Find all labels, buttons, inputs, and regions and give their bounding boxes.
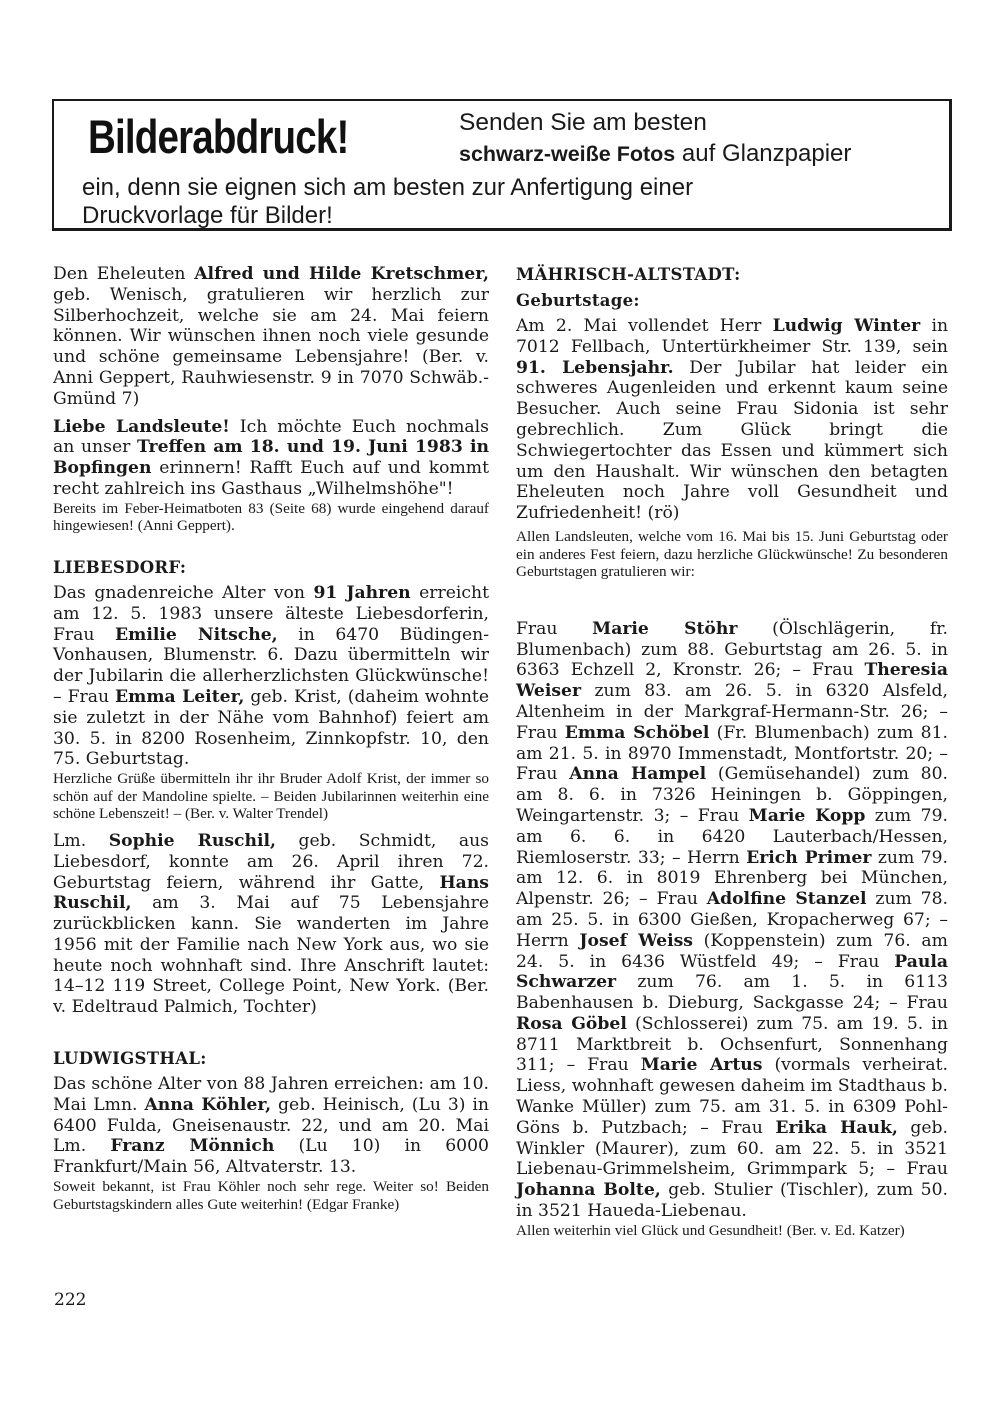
birthday-list: [516, 619, 948, 1222]
treffen-paragraph: Liebe Landsleute! Ich möchte Euch nochmals an unser Treffen am 18. und 19. Juni 1983 in Bopfingen erinnern! Rafft Euch auf und kommt recht zahlreich ins Gasthaus „Wilhelmshöhe"!: [53, 416, 490, 499]
ludwigsthal-paragraph: Das schöne Alter von 88 Jahren erreichen: am 10. Mai Lmn. Anna Köhler, geb. Heinisch, (Lu 3) in 6400 Fulda, Gneisenaustr. 22, und am 20. Mai Lm. Franz Mönnich (Lu 10) in 6000 Frankfurt/Main 56, Altvaterstr. 13.: [53, 1074, 489, 1178]
closing-note: Allen weiterhin viel Glück und Gesundheit! (Ber. v. Ed. Katzer): [516, 1221, 905, 1239]
birthday-entry: Frau Emma Schöbel (Fr. Blumenbach) zum 81. am 21. 5. in 8970 Immenstadt, Montfortstr. 20; –: [516, 722, 948, 764]
notice-title: Bilderabdruck!: [88, 110, 349, 163]
page-number: 222: [54, 1290, 87, 1310]
notice-bold-phrase: schwarz-weiße Fotos: [459, 142, 676, 166]
kretschmer-paragraph: Den Eheleuten Alfred und Hilde Kretschmer, geb. Wenisch, gratulieren wir herzlich zur Silberhochzeit, welche sie am 24. Mai feiern können. Wir wünschen ihnen noch viele gesunde und schöne gemeinsame Lebensjahre! (Ber. v. Anni Geppert, Rauhwiesenstr. 9 in 7070 Schwäb.-Gmünd 7): [53, 264, 489, 409]
birthday-entry: Frau Johanna Bolte, geb. Stulier (Tischler), zum 50. in 3521 Haueda-Liebenau.: [516, 1159, 948, 1222]
right-column: [516, 264, 948, 1239]
section-heading-maehrisch-altstadt: MÄHRISCH-ALTSTADT:: [516, 265, 741, 284]
photo-notice-box: [52, 99, 952, 231]
birthday-entry: Frau Marie Stöhr (Ölschlägerin, fr. Blumenbach) zum 88. Geburtstag am 26. 5. in 6363 Echzell 2, Kronstr. 26; –: [516, 618, 948, 681]
birthday-entry: Frau Erika Hauk, geb. Winkler (Maurer), zum 60. am 22. 5. in 3521 Liebenau-Grimmelsheim, Grimmpark 5; –: [516, 1117, 949, 1180]
person-name: Emma Leiter,: [115, 686, 245, 707]
person-name: Sophie Ruschil,: [108, 830, 277, 851]
notice-line-4: Druckvorlage für Bilder!: [82, 202, 333, 229]
birthday-entry: Frau Marie Artus (vormals verheirat. Liess, wohnhaft gewesen daheim im Stadthaus b. Wanke Müller) zum 75. am 31. 5. in 6309 Pohl-Göns b. Putzbach; –: [516, 1055, 949, 1138]
person-name: Anna Köhler,: [144, 1094, 272, 1115]
person-name: Alfred und Hilde Kretschmer,: [194, 264, 489, 284]
left-column: [53, 264, 489, 1213]
person-name: Hans Ruschil,: [53, 872, 489, 914]
person-name: Ludwig Winter: [772, 316, 921, 336]
liebesdorf-paragraph-2: Lm. Sophie Ruschil, geb. Schmidt, aus Liebesdorf, konnte am 26. April ihren 72. Geburtstag feiern, während ihr Gatte, Hans Ruschil, am 3. Mai auf 75 Lebensjahre zurückblicken kann. Sie wanderten im Jahre 1956 mit der Familie nach New York aus, wo sie heute noch wohnhaft sind. Ihre Anschrift lautet: 14–12 119 Street, College Point, New York. (Ber. v. Edeltraud Palmich, Tochter): [53, 830, 489, 1018]
person-name: Franz Mönnich: [110, 1136, 275, 1157]
birthday-entry: Frau Rosa Göbel (Schlosserei) zum 75. am 19. 5. in 8711 Marktbreit b. Ochsenfurt, Sonnenhang 311; –: [516, 993, 948, 1076]
ludwigsthal-note: Soweit bekannt, ist Frau Köhler noch sehr rege. Weiter so! Beiden Geburtstagskindern alles Gute weiterhin! (Edgar Franke): [53, 1178, 489, 1213]
treffen-note: Bereits im Feber-Heimatboten 83 (Seite 68) wurde eingehend darauf hingewiesen! (Anni Geppert).: [53, 499, 489, 535]
birthday-entry: Frau Theresia Weiser zum 83. am 26. 5. in 6320 Alsfeld, Altenheim in der Markgraf-Hermann-Str. 26; –: [516, 660, 948, 722]
event-info: Treffen am 18. und 19. Juni 1983 in Bopfingen: [53, 437, 490, 479]
birthday-entry: Frau Anna Hampel (Gemüsehandel) zum 80. am 8. 6. in 7326 Heiningen b. Göppingen, Weingartenstr. 3; –: [516, 764, 948, 826]
birthday-entry: Frau Paula Schwarzer zum 76. am 1. 5. in 6113 Babenhausen b. Dieburg, Sackgasse 24; –: [516, 951, 948, 1014]
section-heading-liebesdorf: LIEBESDORF:: [53, 557, 187, 577]
winter-paragraph: Am 2. Mai vollendet Herr Ludwig Winter in 7012 Fellbach, Untertürkheimer Str. 139, sein 91. Lebensjahr. Der Jubilar hat leider ein schweres Augenleiden und erkennt kaum seine Besucher. Auch seine Frau Sidonia ist sehr gebrechlich. Zum Glück bringt die Schwiegertochter das Essen und kümmert sich um den Haushalt. Wir wünschen den betagten Eheleuten noch Jahre voll Gesundheit und Zufriedenheit! (rö): [516, 316, 949, 524]
birthday-entry: Frau Adolfine Stanzel zum 78. am 25. 5. in 6300 Gießen, Kropacherweg 67; –: [516, 889, 949, 930]
birthday-entry: Herrn Erich Primer zum 79. am 12. 6. in 8019 Ehrenberg bei München, Alpenstr. 26; –: [516, 847, 948, 910]
birthday-entry: Herrn Josef Weiss (Koppenstein) zum 76. am 24. 5. in 6436 Wüstfeld 49; –: [516, 930, 948, 972]
liebesdorf-note: Herzliche Grüße übermitteln ihr ihr Bruder Adolf Krist, der immer so schön auf der Mandoline spielte. – Beiden Jubilarinnen weiterhin eine schöne Lebenszeit! – (Ber. v. Walter Trendel): [53, 770, 489, 823]
subheading-geburtstage: Geburtstage:: [516, 291, 640, 310]
person-name: Emilie Nitsche,: [115, 624, 278, 645]
notice-line-2: schwarz-weiße Fotos auf Glanzpapier: [459, 140, 852, 167]
notice-line-1: Senden Sie am besten: [459, 109, 707, 136]
intro-note: Allen Landsleuten, welche vom 16. Mai bis 15. Juni Geburtstag oder ein anderes Fest feiern, dazu herzliche Glückwünsche! Zu besonderen Geburtstagen gratulieren wir:: [516, 527, 948, 581]
notice-line-3: ein, denn sie eignen sich am besten zur Anfertigung einer: [82, 174, 694, 201]
section-heading-ludwigsthal: LUDWIGSTHAL:: [53, 1049, 207, 1069]
liebesdorf-paragraph-1: Das gnadenreiche Alter von 91 Jahren erreicht am 12. 5. 1983 unsere älteste Liebesdorferin, Frau Emilie Nitsche, in 6470 Büdingen-Vonhausen, Blumenstr. 6. Dazu übermitteln wir der Jubilarin die allerherzlichsten Glückwünsche! – Frau Emma Leiter, geb. Krist, (daheim wohnte sie zuletzt in der Nähe vom Bahnhof) feiert am 30. 5. in 8200 Rosenheim, Zinnkopfstr. 10, den 75. Geburtstag.: [53, 582, 490, 770]
birthday-entry: Frau Marie Kopp zum 79. am 6. 6. in 6420 Lauterbach/Hessen, Riemloserstr. 33; –: [516, 805, 949, 868]
